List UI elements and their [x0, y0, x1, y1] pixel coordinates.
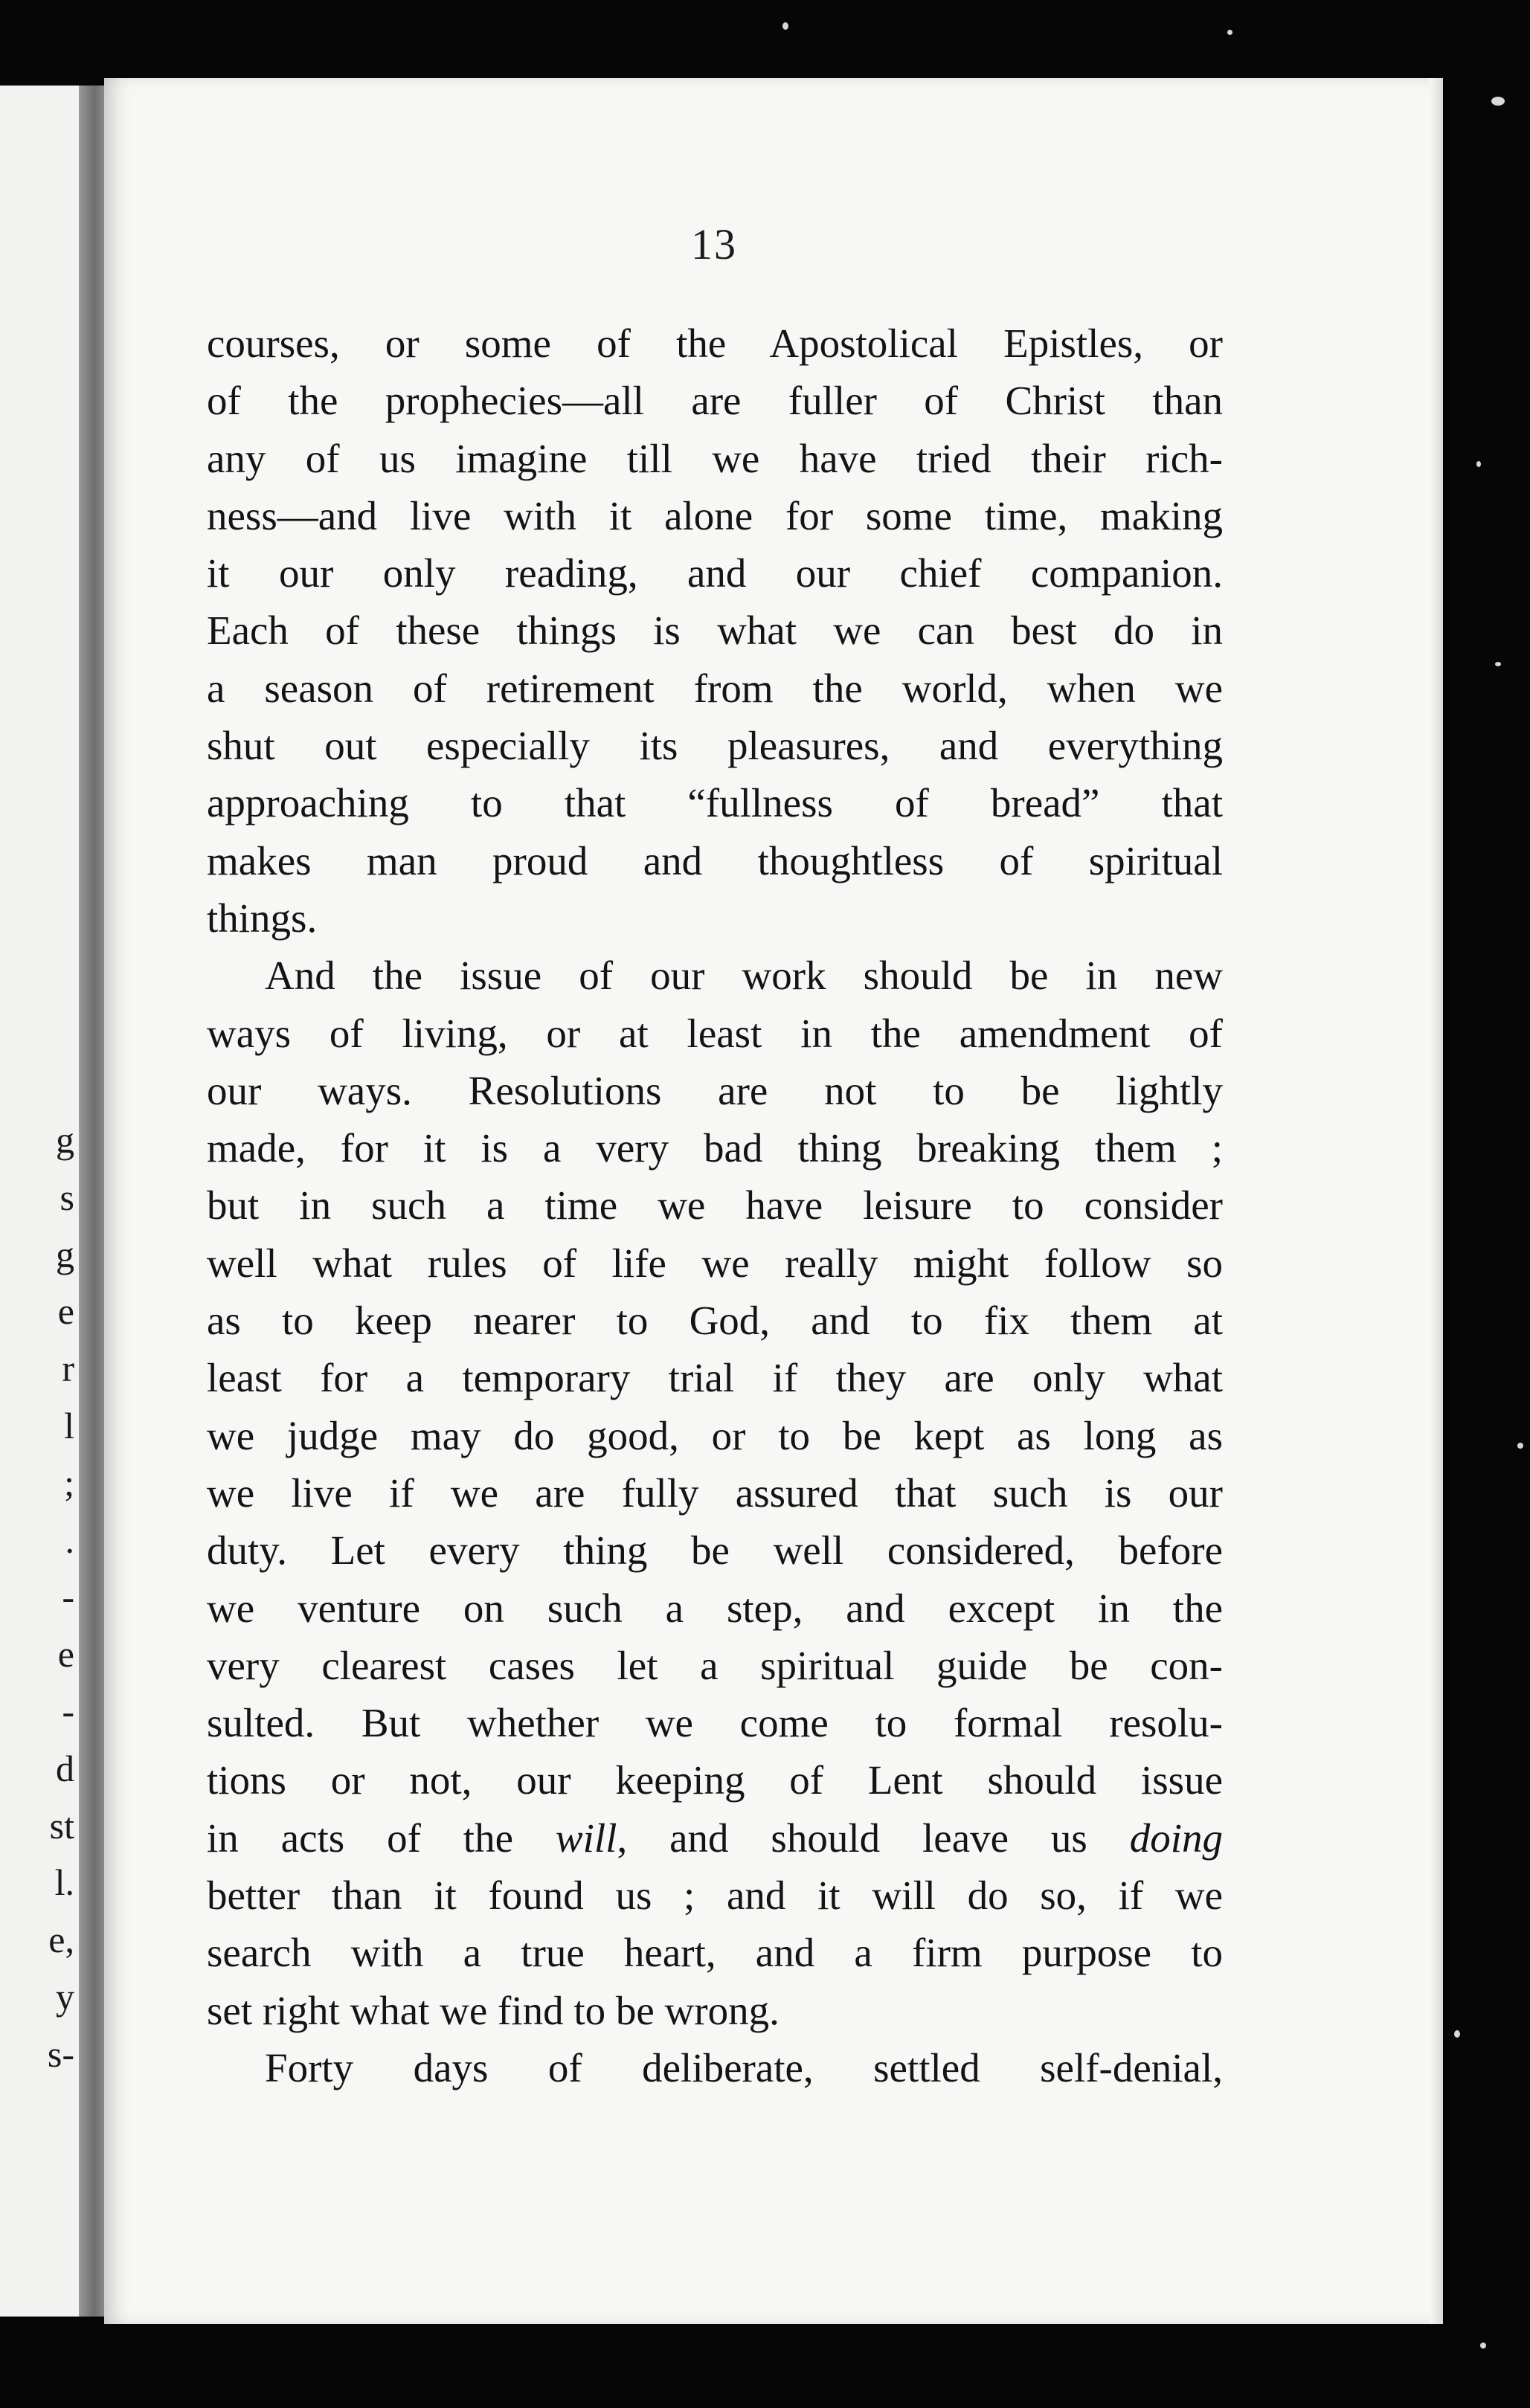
text-line: makes man proud and thoughtless of spiritual: [207, 837, 1223, 883]
text-line: least for a temporary trial if they are only what: [207, 1355, 1223, 1401]
facing-page-fragment: g: [56, 1119, 74, 1161]
facing-page-fragment: -: [62, 1690, 74, 1732]
text-line: well what rules of life we really might follow so: [207, 1240, 1223, 1286]
facing-page-edge: [0, 86, 104, 2317]
facing-page-fragment: l: [64, 1404, 74, 1446]
text-line: shut out especially its pleasures, and everything: [207, 723, 1223, 769]
text-line: [207, 1809, 1223, 1867]
text-segment: in acts of the: [207, 1815, 556, 1861]
facing-page-fragment: -: [62, 1576, 74, 1618]
text-line: of the prophecies—all are fuller of Christ than: [207, 378, 1223, 424]
text-line: set right what we find to be wrong.: [207, 1987, 780, 2033]
facing-page-fragment: g: [56, 1233, 74, 1275]
text-segment: , and should leave us: [617, 1815, 1130, 1861]
text-line: Each of these things is what we can best do in: [207, 608, 1223, 654]
text-line: tions or not, our keeping of Lent should issue: [207, 1757, 1223, 1803]
page-edge-shadow: [1430, 78, 1443, 2324]
text-line: our ways. Resolutions are not to be lightly: [207, 1067, 1223, 1113]
text-line: we live if we are fully assured that such is our: [207, 1469, 1223, 1516]
facing-page-fragment: e: [57, 1633, 74, 1675]
facing-page-fragment: r: [62, 1348, 74, 1390]
facing-page-fragment: e: [57, 1290, 74, 1333]
page-number: 13: [691, 220, 737, 268]
text-line: made, for it is a very bad thing breaking them ;: [207, 1125, 1223, 1171]
text-line: things.: [207, 895, 318, 941]
text-line: ness—and live with it alone for some time, making: [207, 492, 1223, 538]
text-line: we venture on such a step, and except in the: [207, 1585, 1223, 1631]
text-line: Forty days of deliberate, settled self-denial,: [265, 2044, 1223, 2090]
text-line: it our only reading, and our chief companion.: [207, 550, 1223, 596]
page-body-text: [207, 315, 1223, 2096]
text-line: better than it found us ; and it will do so, if we: [207, 1873, 1223, 1919]
text-line: search with a true heart, and a firm purpose to: [207, 1930, 1223, 1976]
italic-word: will: [555, 1815, 617, 1861]
text-line: ways of living, or at least in the amendment of: [207, 1010, 1223, 1056]
italic-word: doing: [1129, 1815, 1224, 1861]
dust-speck: [1491, 97, 1505, 106]
text-line: And the issue of our work should be in new: [265, 953, 1223, 999]
dust-speck: [1517, 1443, 1523, 1449]
facing-page-fragment: y: [56, 1975, 74, 2018]
facing-page-fragment: st: [49, 1804, 74, 1847]
facing-page-text-fragments: [0, 1112, 74, 2083]
dust-speck: [1480, 2343, 1486, 2349]
text-line: a season of retirement from the world, when we: [207, 665, 1223, 711]
facing-page-fragment: s-: [47, 2032, 74, 2075]
dust-speck: [1227, 30, 1232, 35]
dust-speck: [1495, 662, 1501, 666]
facing-page-fragment: s: [60, 1176, 74, 1218]
text-line: any of us imagine till we have tried their rich-: [207, 435, 1223, 481]
dust-speck: [1454, 2030, 1460, 2038]
facing-page-fragment: e,: [48, 1919, 74, 1961]
text-line: very clearest cases let a spiritual guide be con-: [207, 1642, 1223, 1688]
dust-speck: [1476, 461, 1481, 467]
book-page: [104, 78, 1443, 2324]
dust-speck: [782, 22, 788, 30]
facing-page-fragment: d: [56, 1747, 74, 1789]
facing-page-fragment: ;: [64, 1461, 74, 1504]
text-line: duty. Let every thing be well considered, before: [207, 1527, 1223, 1574]
text-line: sulted. But whether we come to formal resolu-: [207, 1700, 1223, 1746]
text-line: we judge may do good, or to be kept as long as: [207, 1412, 1223, 1458]
book-gutter: [79, 86, 104, 2317]
facing-page-fragment: .: [65, 1519, 74, 1561]
text-line: courses, or some of the Apostolical Epistles, or: [207, 321, 1223, 366]
text-line: but in such a time we have leisure to consider: [207, 1182, 1223, 1229]
text-line: approaching to that “fullness of bread” that: [207, 780, 1223, 826]
facing-page-fragment: l.: [54, 1861, 74, 1904]
text-line: as to keep nearer to God, and to fix them at: [207, 1298, 1223, 1344]
